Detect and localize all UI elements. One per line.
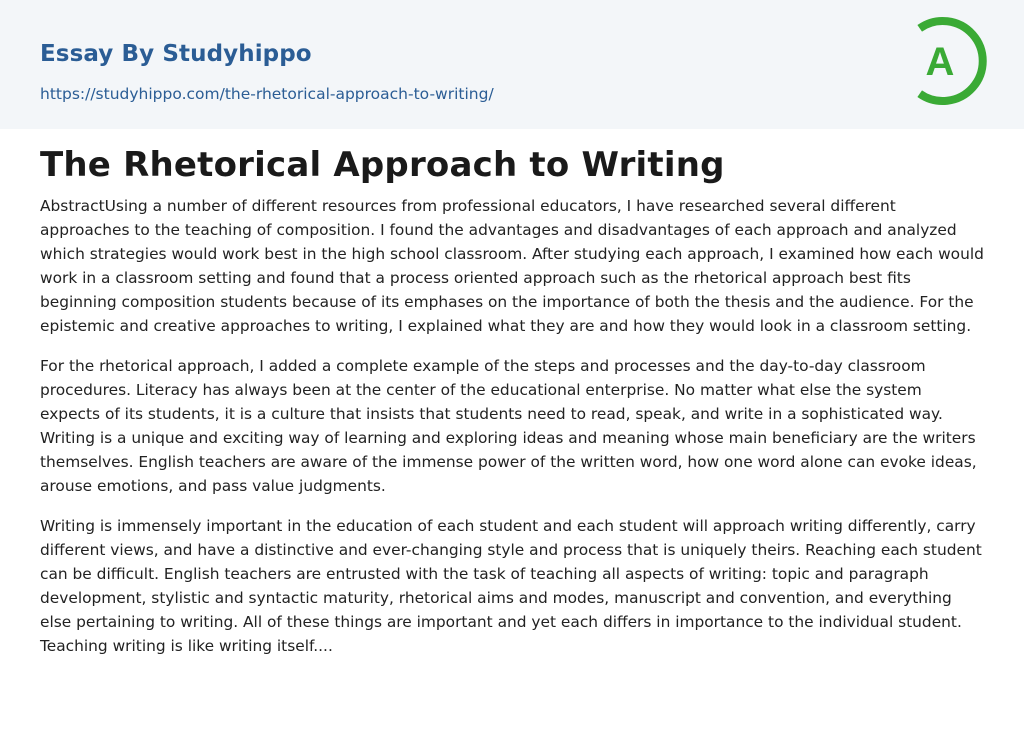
- essay-paragraph-3: Writing is immensely important in the education of each student and each student will approach writing differently, carry different views, and have a distinctive and ever-changing style and process that is uniquely theirs. Reaching each student can be difficult. English teachers are entrusted with the task of teaching all aspects of writing: topic and paragraph development, stylistic and syntactic maturity, rhetorical aims and modes, manuscript and convention, and everything else pertaining to writing. All of these things are important and yet each differs in importance to the individual student. Teaching writing is like writing itself....: [40, 517, 982, 655]
- brand-title[interactable]: Essay By Studyhippo: [40, 41, 312, 67]
- logo-letter: A: [925, 40, 955, 84]
- site-header: [0, 0, 1024, 129]
- essay-body: [40, 194, 986, 674]
- essay-url-link[interactable]: https://studyhippo.com/the-rhetorical-approach-to-writing/: [40, 85, 494, 103]
- essay-paragraph-2: For the rhetorical approach, I added a complete example of the steps and processes and the day-to-day classroom procedures. Literacy has always been at the center of the educational enterprise. No matter what else the system expects of its students, it is a culture that insists that students need to read, speak, and write in a sophisticated way. Writing is a unique and exciting way of learning and exploring ideas and meaning whose main beneficiary are the writers themselves. English teachers are aware of the immense power of the written word, how one word alone can evoke ideas, arouse emotions, and pass value judgments.: [40, 357, 977, 495]
- studyhippo-logo-icon[interactable]: [908, 16, 988, 106]
- essay-title: The Rhetorical Approach to Writing: [40, 145, 725, 185]
- essay-paragraph-1: AbstractUsing a number of different resources from professional educators, I have researched several different approaches to the teaching of composition. I found the advantages and disadvantages of each approach and analyzed which strategies would work best in the high school classroom. After studying each approach, I examined how each would work in a classroom setting and found that a process oriented approach such as the rhetorical approach best fits beginning composition students because of its emphases on the importance of both the thesis and the audience. For the epistemic and creative approaches to writing, I explained what they are and how they would look in a classroom setting.: [40, 197, 984, 335]
